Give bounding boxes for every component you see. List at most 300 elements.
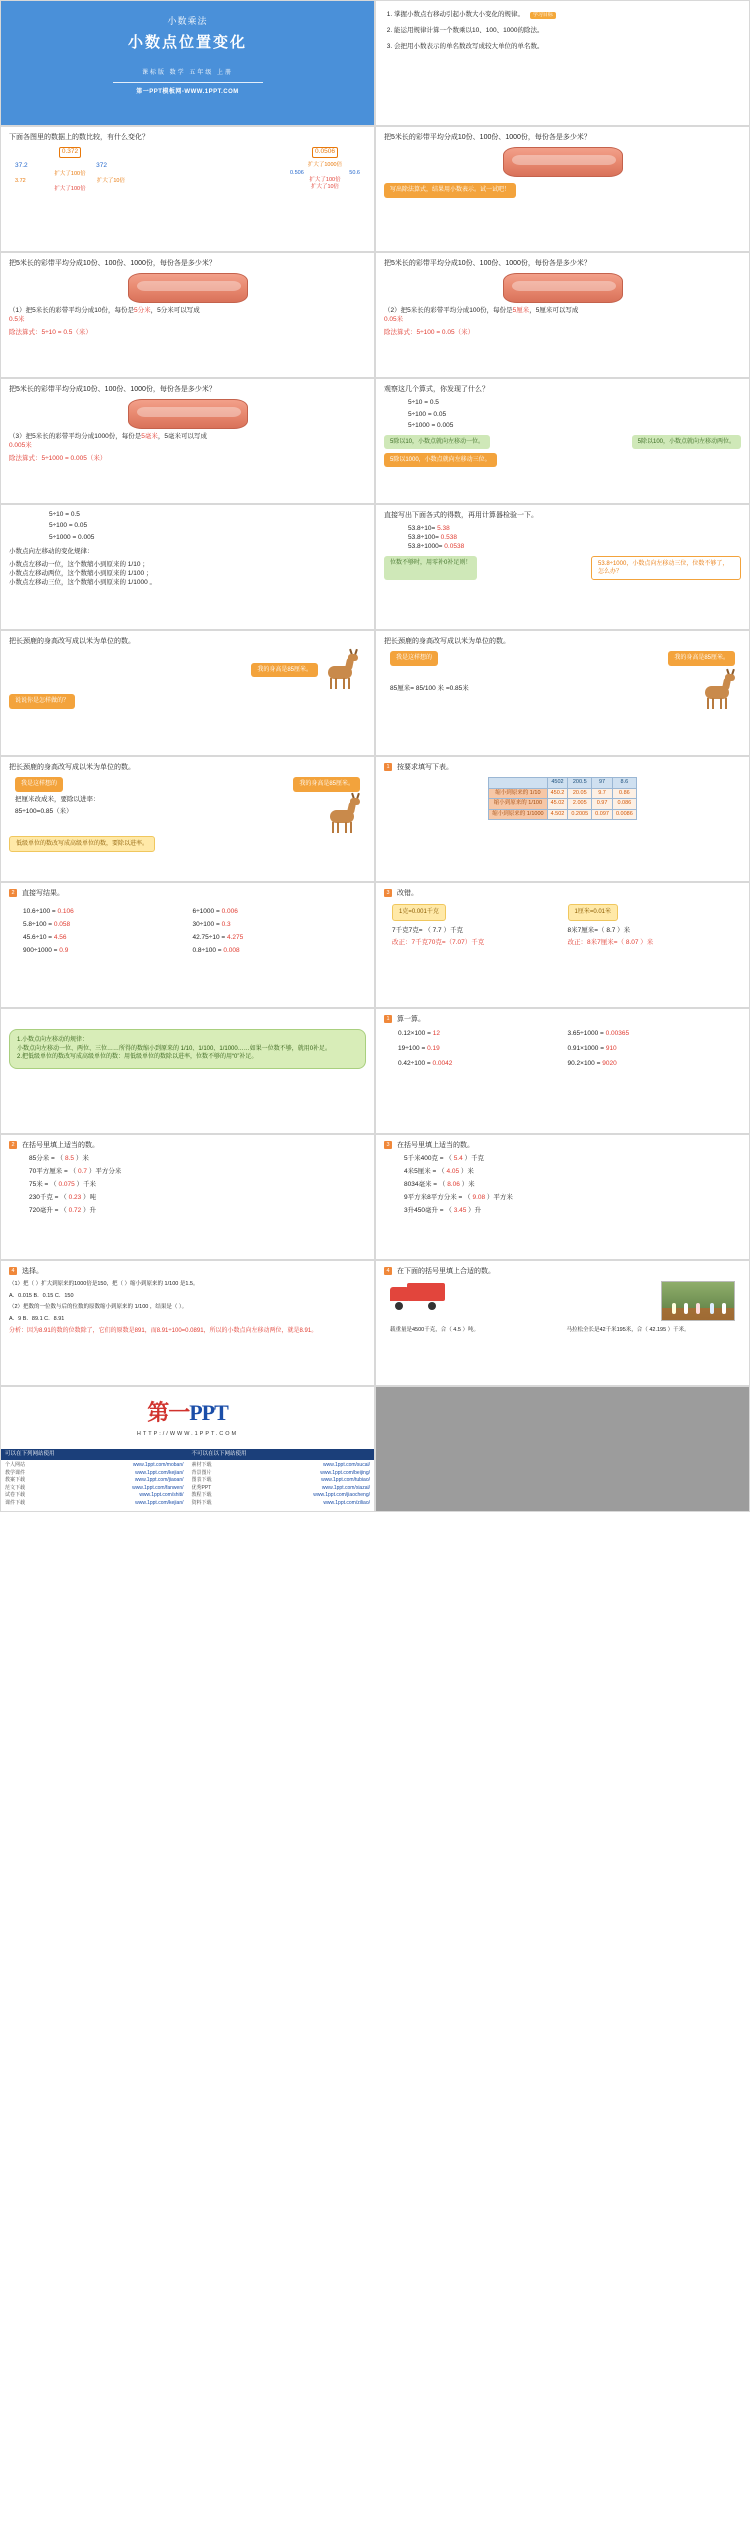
fill-unit: ）千克: [464, 1155, 485, 1163]
marathon-photo: [661, 1281, 735, 1321]
exercise-number-badge: 1: [384, 1015, 392, 1023]
item-url: www.1ppt.com/xiazai/: [321, 1484, 370, 1491]
correction-line: 改正：8米7厘米=（ 8.07 ）米: [567, 939, 654, 947]
course-meta: 课标版 数学 五年级 上册: [141, 70, 233, 77]
list-item[interactable]: [5, 1492, 184, 1500]
fill-answer: 9.08: [472, 1193, 486, 1201]
slide-title: [0, 0, 375, 126]
fill-row: [29, 1194, 346, 1203]
slide-decimal-compare: [0, 126, 375, 252]
fill-unit: ）吨: [83, 1193, 97, 1201]
slide-ribbon-intro: [375, 126, 750, 252]
fill-question: 9平方米8平方分米 = （: [404, 1193, 471, 1201]
list-item: [394, 43, 741, 52]
row-label: 缩小到原来的 1/10: [489, 788, 547, 798]
ribbon-illustration: [503, 273, 623, 303]
learning-goal-badge: 学习目标: [530, 12, 556, 19]
allowed-head: 可以在下列网站使用: [1, 1449, 188, 1460]
unit-tag: 1厘米=0.01米: [568, 904, 619, 920]
fill-row: [29, 1155, 346, 1164]
table-header-row: [489, 778, 637, 788]
item-name: 优秀PPT: [191, 1484, 212, 1491]
fill-answer: 3.45: [453, 1206, 467, 1214]
equation-answer: 0.0042: [432, 1059, 453, 1067]
equation-line: 除法算式：5÷10 = 0.5（米）: [9, 328, 92, 336]
fill-answer: 0.72: [68, 1206, 82, 1214]
fill-question: 8034毫米 = （: [404, 1180, 446, 1188]
slide-fill-units-2: [375, 1134, 750, 1260]
deer-speech-bubble: 我的身高是85厘米。: [668, 651, 735, 665]
slide-heading: [9, 1267, 366, 1276]
equation-row: [23, 908, 183, 917]
item-url: www.1ppt.com/kejian/: [135, 1499, 184, 1506]
fill-unit: ）米: [75, 1155, 89, 1163]
value-0-005m: 0.005米: [9, 442, 32, 450]
step-text-2: ，5毫米可以写成: [157, 433, 207, 441]
equation-row: [193, 908, 353, 917]
item-url: www.1ppt.com/jiaocheng/: [313, 1492, 370, 1499]
fill-unit: ）平方米: [486, 1193, 513, 1201]
label-expand-100-a: 扩大了100倍: [54, 170, 86, 177]
equation-answer: 0.538: [440, 534, 457, 542]
slide-heading: [9, 1141, 366, 1150]
fill-question: 75米 = （: [29, 1180, 57, 1188]
conclusion-bubble: 低级单位的数改写成高级单位的数，要除以进率。: [9, 836, 155, 852]
equation-answer: 0.106: [57, 908, 74, 916]
objective-text: 会把用小数表示的单名数改写成较大单位的单名数。: [394, 42, 544, 50]
list-item[interactable]: [5, 1500, 184, 1508]
slide-heading: 把5米长的彩带平均分成10份、100份、1000份，每份各是多少米？: [9, 386, 216, 393]
page-title: 小数点位置变化: [127, 35, 247, 52]
deer-speech-bubble: 我的身高是85厘米。: [251, 663, 318, 677]
item-name: 范文下载: [5, 1484, 26, 1491]
list-item[interactable]: [192, 1492, 371, 1500]
fill-row: [404, 1194, 721, 1203]
objective-list: [394, 11, 741, 51]
fill-row: [29, 1181, 346, 1190]
table-cell: 2.005: [568, 799, 592, 809]
divider: [113, 82, 263, 83]
analysis-text: 分析：因为8.91的数的位数除了，它们的原数是891，而8.91÷100=0.0891，所以的小数点向左移动两位，就是8.91。: [9, 1328, 318, 1335]
equation-answer: 910: [605, 1045, 617, 1053]
fill-unit: ）米: [460, 1168, 474, 1176]
note-bubble: 位数不够时，用零补0补足则！: [384, 556, 477, 580]
error-line: 7千克7克= （ 7.7 ）千克: [392, 926, 463, 934]
slide-heading: 下面各图里的数据上的数比较，有什么变化？: [9, 134, 149, 141]
question-1-options: A．0.015 B．0.15 C．150: [9, 1292, 74, 1299]
item-name: 素材下载: [191, 1462, 212, 1469]
observation-bubble-2: 5除以100，小数点就向左移动两位。: [632, 435, 741, 449]
fill-question: 5千米400克 = （: [404, 1155, 452, 1163]
equation-question: 53.8÷10=: [408, 525, 436, 533]
question-2-options: A．9 B．89.1 C．8.91: [9, 1315, 65, 1322]
usage-table: [1, 1449, 374, 1509]
fill-row: [404, 1168, 721, 1177]
value-37-2: 37.2: [15, 162, 28, 170]
not-allowed-column: [188, 1449, 375, 1509]
equation-question: 5.8÷100 =: [23, 921, 53, 929]
slide-observe: [375, 378, 750, 504]
fill-answer: 0.23: [68, 1193, 82, 1201]
equation-row: [408, 525, 741, 534]
equation-row: [568, 1060, 728, 1069]
rule-box: [9, 1029, 366, 1069]
slide-divide-1000: [0, 378, 375, 504]
table-cell: 45.02: [547, 799, 568, 809]
fill-answer: 5.4: [453, 1155, 463, 1163]
row-label: 缩小到原来的 1/100: [489, 799, 547, 809]
label-expand-10-a: 扩大了10倍: [96, 178, 125, 185]
exercise-number-badge: 3: [384, 1141, 392, 1149]
fill-unit: ）升: [83, 1206, 97, 1214]
equation-row: [398, 1030, 558, 1039]
observation-bubble-1: 5除以10，小数点就向左移动一位。: [384, 435, 490, 449]
step-text: （1）把5米长的彩带平均分成10份，每份是: [9, 307, 134, 315]
value-5mm: 5毫米: [141, 433, 158, 441]
equation-question: 0.12×100 =: [398, 1030, 431, 1038]
equation-answer: 0.19: [427, 1045, 440, 1053]
value-5cm: 5厘米: [512, 307, 530, 315]
value-0-506: 0.506: [290, 169, 304, 176]
item-name: 课件下载: [5, 1499, 26, 1506]
list-item[interactable]: [192, 1485, 371, 1493]
equation-answer: 4.56: [53, 933, 67, 941]
equation-question: 0.91×1000 =: [567, 1045, 605, 1053]
equation-answer: 5.38: [437, 525, 450, 533]
slide-multiple-choice: [0, 1260, 375, 1386]
objective-text: 掌握小数点右移动引起小数大小变化的规律。: [394, 11, 524, 18]
step-text-2: ，5厘米可以写成: [529, 307, 579, 315]
deer-illustration: [326, 796, 360, 832]
heading-text: 算一算。: [396, 1016, 425, 1023]
truck-question: 载重量是4500千克，合（ 4.5 ）吨。: [390, 1327, 479, 1334]
heading-text: 直接写结果。: [21, 890, 64, 897]
item-name: 图表下载: [191, 1477, 212, 1484]
equation-question: 0.8÷100 =: [192, 946, 222, 954]
exercise-number-badge: 4: [9, 1267, 17, 1275]
list-item[interactable]: [5, 1470, 184, 1478]
table-cell: 0.2005: [568, 809, 592, 819]
fill-answer: 0.075: [58, 1180, 75, 1188]
marathon-question: 马拉松全长是42千米195米，合（ 42.195 ）千米。: [566, 1327, 690, 1334]
equation-question: 90.2×100 =: [567, 1059, 601, 1067]
deer-illustration: [701, 672, 735, 708]
table-cell: 0.097: [592, 809, 613, 819]
rule-item: 小数点左移动两位，这个数缩小到原来的 1/100 ；: [9, 569, 153, 577]
site-credit: 第一PPT模板网-WWW.1PPT.COM: [136, 89, 239, 96]
slide-blank-gray: [375, 1386, 750, 1512]
equation-answer: 9020: [602, 1059, 617, 1067]
slide-objectives: [375, 0, 750, 126]
ribbon-illustration: [128, 399, 248, 429]
equation-row: [398, 1060, 558, 1069]
slide-divide-10: [0, 252, 375, 378]
fill-question: 70平方厘米 = （: [29, 1168, 77, 1176]
item-name: 教案下载: [5, 1477, 26, 1484]
deer-illustration: [324, 652, 358, 688]
fill-question: 230千克 = （: [29, 1193, 67, 1201]
rule-item: 2.把低级单位的数改写成高级单位的数：用低级单位的数除以进率，位数不够的用“0”补足。: [17, 1054, 258, 1061]
item-url: www.1ppt.com/ziliao/: [323, 1499, 370, 1506]
item-url: www.1ppt.com/beijing/: [320, 1469, 370, 1476]
fill-unit: ）平方分米: [88, 1168, 122, 1176]
step-text: （2）把5米长的彩带平均分成100份，每份是: [384, 307, 513, 315]
fill-unit: ）升: [468, 1206, 482, 1214]
equation-question: 0.42÷100 =: [398, 1059, 431, 1067]
fill-answer: 8.5: [64, 1155, 74, 1163]
table-cell: 20.05: [568, 788, 592, 798]
equation-line: 5÷10 = 0.5: [408, 399, 439, 407]
slide-deer-fraction: [375, 630, 750, 756]
slide-calc-check: [375, 504, 750, 630]
value-372: 372: [96, 162, 107, 170]
list-item[interactable]: [192, 1470, 371, 1478]
equation-line: 5÷100 = 0.05: [408, 410, 447, 418]
equation-line: 除法算式：5÷1000 = 0.005（米）: [9, 454, 107, 462]
exercise-number-badge: 1: [384, 763, 392, 771]
equation-line: 5÷1000 = 0.005: [49, 533, 95, 541]
deer-speech-bubble: 我的身高是85厘米。: [293, 777, 360, 791]
equation-row: [23, 947, 183, 956]
fill-row: [404, 1155, 721, 1164]
equation-question: 6÷1000 =: [192, 908, 220, 916]
equation-row: [568, 1045, 728, 1054]
heading-text: 在下面的括号里填上合适的数。: [396, 1268, 495, 1275]
equation-answer: 0.006: [221, 908, 238, 916]
item-url: www.1ppt.com/shiti/: [139, 1492, 184, 1499]
slide-heading: [384, 1141, 741, 1150]
table-row: [489, 809, 637, 819]
objective-text: 能运用规律计算一个数乘以10、100、1000的除法。: [394, 26, 544, 34]
fill-question: 3升450毫升 = （: [404, 1206, 452, 1214]
work-line: 85厘米= 85/100 米 =0.85米: [390, 685, 469, 693]
rule-item: 1.小数点向左移动的规律：: [17, 1037, 89, 1043]
exercise-number-badge: 2: [9, 1141, 17, 1149]
equation-line: 除法算式：5÷100 = 0.05（米）: [384, 328, 475, 336]
item-name: 个人网站: [5, 1462, 26, 1469]
exercise-number-badge: 2: [9, 889, 17, 897]
label-expand-1000: 扩大了1000倍: [307, 162, 343, 169]
equation-answer: 0.00365: [605, 1030, 630, 1038]
equation-line: 5÷1000 = 0.005: [408, 421, 454, 429]
equation-row: [568, 1030, 728, 1039]
equation-row: [193, 947, 353, 956]
item-url: www.1ppt.com/moban/: [132, 1462, 184, 1469]
equation-question: 53.8÷1000=: [408, 542, 443, 550]
value-base-left: 0.372: [59, 147, 81, 158]
left-group: [15, 147, 125, 193]
rule-item: 小数点向左移动一位、两位、三位……所得的数缩小到原来的 1/10、1/100、1/1000……如果一位数不够，就用0补足。: [17, 1045, 332, 1052]
logo-text-first: 第一: [147, 1399, 190, 1425]
fill-row: [29, 1207, 346, 1216]
list-item[interactable]: [5, 1462, 184, 1470]
table-col-head: 97: [592, 778, 613, 788]
table-col-head: 8.6: [612, 778, 636, 788]
logo: [147, 1398, 228, 1428]
fill-unit: ）米: [461, 1180, 475, 1188]
ribbon-illustration: [503, 147, 623, 177]
list-item[interactable]: [192, 1462, 371, 1470]
equation-row: [398, 1045, 558, 1054]
slide-deer-ask: [0, 630, 375, 756]
equation-line: 5÷10 = 0.5: [49, 511, 80, 518]
slide-heading: 把5米长的彩带平均分成10份、100份、1000份，每份各是多少米？: [384, 260, 591, 267]
equation-row: [23, 921, 183, 930]
equation-answer: 4.275: [226, 933, 244, 941]
fill-unit: ）千米: [76, 1180, 97, 1188]
table-cell: 0.86: [612, 788, 636, 798]
table-cell: 4.502: [547, 809, 568, 819]
question-bubble: 53.8÷1000，小数点向左移动三位，位数不够了，怎么办？: [591, 556, 741, 580]
slide-heading: 直接写出下面各式的得数，再用计算器检验一下。: [384, 512, 538, 519]
ask-bubble: 说说你是怎样做的？: [9, 694, 75, 708]
exercise-number-badge: 3: [384, 889, 392, 897]
equation-row: [193, 921, 353, 930]
slide-rule-left-move: [0, 504, 375, 630]
slide-heading: 把5米长的彩带平均分成10份、100份、1000份，每份各是多少米？: [384, 134, 591, 141]
equation-question: 30÷100 =: [192, 921, 220, 929]
thinking-bubble: 我是这样想的: [15, 777, 63, 791]
observation-bubble-3: 5除以1000，小数点就向左移动三位。: [384, 453, 497, 467]
heading-text: 在括号里填上适当的数。: [21, 1142, 99, 1149]
rule-item: 小数点左移动一位，这个数缩小到原来的 1/10 ；: [9, 561, 149, 569]
item-name: 资料下载: [191, 1499, 212, 1506]
equation-row: [408, 543, 741, 552]
list-item[interactable]: [192, 1500, 371, 1508]
list-item[interactable]: [5, 1485, 184, 1493]
fill-row: [404, 1181, 721, 1190]
item-url: www.1ppt.com/tubiao/: [321, 1477, 370, 1484]
right-column: [568, 904, 734, 948]
label-expand-100-c: 扩大了10倍: [310, 184, 340, 191]
allowed-column: [1, 1449, 188, 1509]
equation-question: 42.75÷10 =: [192, 933, 226, 941]
slide-heading: [384, 763, 741, 772]
value-5dm: 5分米: [133, 307, 151, 315]
brand-block: [1, 1387, 374, 1449]
equation-answer: 12: [432, 1030, 440, 1038]
item-name: 教程下载: [191, 1492, 212, 1499]
fill-question: 4米5厘米 = （: [404, 1168, 445, 1176]
not-allowed-list: [188, 1460, 375, 1509]
list-item: [394, 11, 741, 20]
slide-heading: 把长颈鹿的身高改写成以米为单位的数。: [384, 638, 510, 645]
list-item[interactable]: [5, 1477, 184, 1485]
heading-text: 在括号里填上适当的数。: [396, 1142, 474, 1149]
table-cell: 0.086: [612, 799, 636, 809]
equation-question: 45.6÷10 =: [23, 933, 53, 941]
slide-heading: 观察这几个算式，你发现了什么？: [384, 386, 489, 393]
rule-title: 小数点向左移动的变化规律：: [9, 548, 94, 556]
slide-direct-answers: [0, 882, 375, 1008]
item-url: www.1ppt.com/jiaoan/: [134, 1477, 184, 1484]
exercise-table: [488, 777, 637, 820]
label-expand-100-b: 扩大了100倍: [54, 185, 86, 192]
list-item: [394, 27, 741, 36]
fill-row: [404, 1207, 721, 1216]
equation-row: [408, 534, 741, 543]
fill-answer: 8.06: [447, 1180, 460, 1188]
fill-answer: 0.7: [77, 1168, 87, 1176]
equation-row: [193, 934, 353, 943]
item-url: www.1ppt.com/fanwen/: [132, 1484, 184, 1491]
question-2: （2）把数的一位数与后的位数的原数缩小到原来的 1/100 ，结果是（ ）。: [9, 1304, 188, 1311]
equation-line: 5÷100 = 0.05: [49, 522, 88, 530]
fill-row: [29, 1168, 346, 1177]
equation-question: 53.8÷100=: [408, 534, 439, 542]
slide-fill-units-1: [0, 1134, 375, 1260]
table-row: [489, 799, 637, 809]
allowed-list: [1, 1460, 188, 1509]
row-label: 缩小到原来的 1/1000: [489, 809, 547, 819]
work-line: 85÷100=0.85（米）: [15, 808, 73, 816]
slide-picture-fill: [375, 1260, 750, 1386]
value-0-5m: 0.5米: [9, 316, 25, 324]
item-name: 教学课件: [5, 1469, 26, 1476]
slide-heading: [384, 889, 741, 898]
slide-heading: [384, 1015, 741, 1024]
item-url: www.1ppt.com/kejian/: [135, 1469, 184, 1476]
equation-answer: 0.008: [223, 946, 240, 954]
table-cell: 450.2: [547, 788, 568, 798]
step-text: （3）把5米长的彩带平均分成1000份，每份是: [9, 433, 142, 441]
logo-text-ppt: PPT: [189, 1399, 228, 1425]
slide-heading: [384, 1267, 741, 1276]
item-name: 背景图片: [191, 1469, 212, 1476]
equation-question: 19÷100 =: [398, 1045, 426, 1053]
label-expand-10: 扩大了100倍: [309, 177, 341, 184]
slide-divide-100: [375, 252, 750, 378]
hint-bubble: 写出除法算式，结果用小数表示。试一试吧！: [384, 183, 516, 197]
right-column: [193, 904, 353, 955]
correction-line: 改正：7千克70克=（7.07）千克: [392, 939, 485, 947]
slide-heading: 把5米长的彩带平均分成10份、100份、1000份，每份各是多少米？: [9, 260, 216, 267]
rule-item: 小数点左移动三位，这个数缩小到原来的 1/1000 。: [9, 578, 156, 586]
unit-tag: 1克=0.001千克: [392, 904, 446, 920]
slide-summary-rules: [0, 1008, 375, 1134]
list-item[interactable]: [192, 1477, 371, 1485]
table-col-head: [489, 778, 547, 788]
table-col-head: 4502: [547, 778, 568, 788]
work-title: 把厘米改成米，要除以进率：: [15, 795, 100, 803]
fill-question: 720毫升 = （: [29, 1206, 67, 1214]
truck-illustration: [390, 1281, 446, 1311]
heading-text: 改错。: [396, 890, 418, 897]
exercise-number-badge: 4: [384, 1267, 392, 1275]
item-name: 试卷下载: [5, 1492, 26, 1499]
fill-question: 85分米 = （: [29, 1155, 64, 1163]
table-cell: 9.7: [592, 788, 613, 798]
value-0-05m: 0.05米: [384, 316, 404, 324]
slide-fill-table: [375, 756, 750, 882]
equation-answer: 0.058: [53, 921, 71, 929]
not-allowed-head: 不可以在以下网站使用: [188, 1449, 375, 1460]
step-text-2: ，5分米可以写成: [150, 307, 200, 315]
slide-correct-errors: [375, 882, 750, 1008]
equation-row: [23, 934, 183, 943]
table-col-head: 200.5: [568, 778, 592, 788]
left-column: [23, 904, 183, 955]
table-cell: 0.97: [592, 799, 613, 809]
value-50-6: 50.6: [349, 169, 360, 176]
value-3-72: 3.72: [15, 178, 26, 185]
slide-deer-divide: [0, 756, 375, 882]
ribbon-illustration: [128, 273, 248, 303]
equation-question: 3.65÷1000 =: [567, 1030, 604, 1038]
fill-answer: 4.05: [446, 1168, 460, 1176]
left-column: [392, 904, 558, 948]
equation-answer: 0.9: [59, 946, 69, 954]
